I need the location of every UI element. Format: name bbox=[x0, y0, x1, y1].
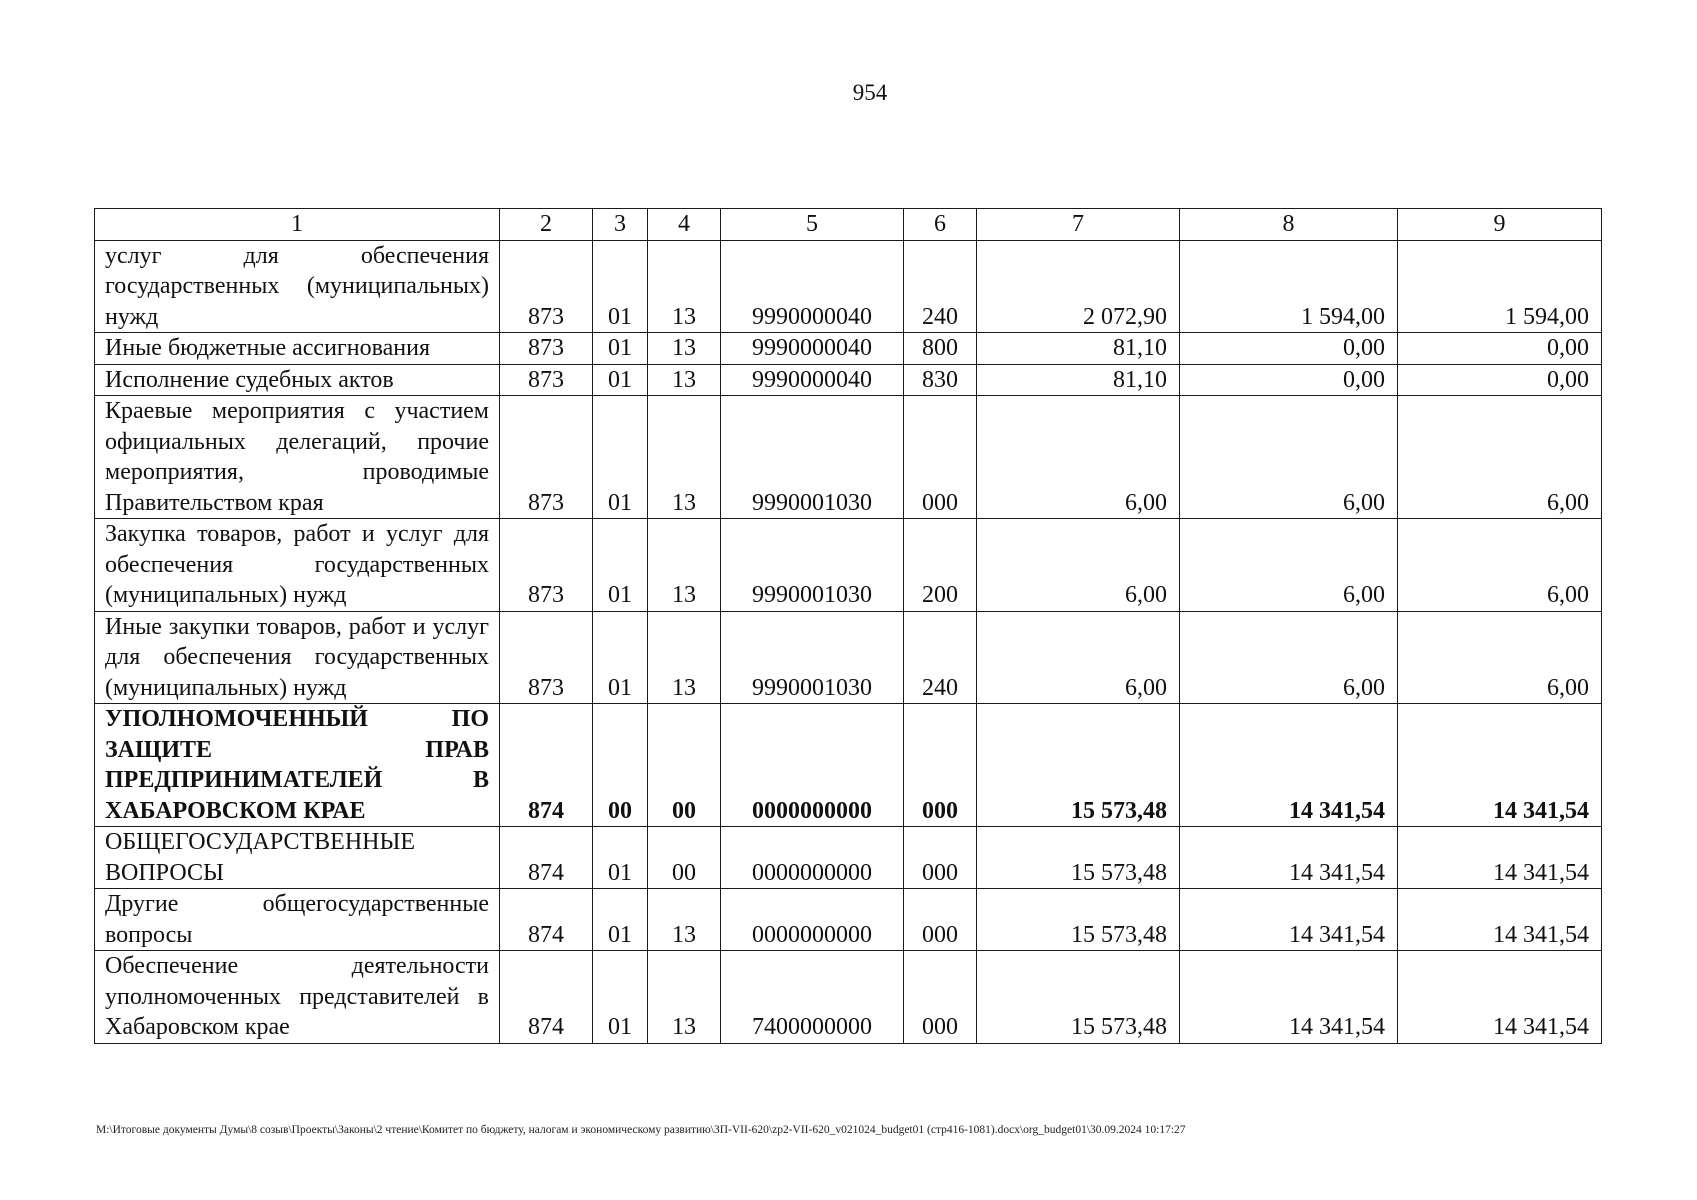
amount-9-cell: 14 341,54 bbox=[1398, 704, 1602, 827]
code-4-cell: 13 bbox=[648, 951, 721, 1044]
amount-7-cell: 15 573,48 bbox=[977, 889, 1180, 951]
column-header: 4 bbox=[648, 209, 721, 241]
table-row bbox=[95, 240, 1602, 333]
code-2-cell: 873 bbox=[500, 611, 593, 704]
amount-7-cell: 6,00 bbox=[977, 611, 1180, 704]
code-2-cell: 873 bbox=[500, 396, 593, 519]
amount-8-cell: 6,00 bbox=[1180, 396, 1398, 519]
row-name-cell: Закупка товаров, работ и услуг для обеспечения государственных (муниципальных) нужд bbox=[95, 519, 500, 612]
row-name-cell: ОБЩЕГОСУДАРСТВЕННЫЕ ВОПРОСЫ bbox=[95, 827, 500, 889]
row-name-cell: УПОЛНОМОЧЕННЫЙ ПО ЗАЩИТЕ ПРАВ ПРЕДПРИНИМАТЕЛЕЙ В ХАБАРОВСКОМ КРАЕ bbox=[95, 704, 500, 827]
column-header: 9 bbox=[1398, 209, 1602, 241]
amount-7-cell: 15 573,48 bbox=[977, 951, 1180, 1044]
budget-table bbox=[94, 208, 1602, 1044]
code-3-cell: 01 bbox=[593, 827, 648, 889]
code-6-cell: 240 bbox=[904, 240, 977, 333]
amount-8-cell: 1 594,00 bbox=[1180, 240, 1398, 333]
amount-7-cell: 15 573,48 bbox=[977, 704, 1180, 827]
row-name-cell: Краевые мероприятия с участием официальных делегаций, прочие мероприятия, проводимые Правительством края bbox=[95, 396, 500, 519]
column-header: 3 bbox=[593, 209, 648, 241]
table-row bbox=[95, 827, 1602, 889]
code-2-cell: 874 bbox=[500, 704, 593, 827]
amount-7-cell: 6,00 bbox=[977, 396, 1180, 519]
amount-7-cell: 2 072,90 bbox=[977, 240, 1180, 333]
code-6-cell: 000 bbox=[904, 704, 977, 827]
table-header-row bbox=[95, 209, 1602, 241]
code-3-cell: 01 bbox=[593, 889, 648, 951]
code-4-cell: 13 bbox=[648, 333, 721, 365]
code-3-cell: 01 bbox=[593, 611, 648, 704]
code-3-cell: 00 bbox=[593, 704, 648, 827]
code-6-cell: 240 bbox=[904, 611, 977, 704]
code-2-cell: 874 bbox=[500, 889, 593, 951]
code-3-cell: 01 bbox=[593, 364, 648, 396]
amount-7-cell: 6,00 bbox=[977, 519, 1180, 612]
row-name-cell: Иные бюджетные ассигнования bbox=[95, 333, 500, 365]
table-row bbox=[95, 396, 1602, 519]
table-row bbox=[95, 611, 1602, 704]
table-row bbox=[95, 333, 1602, 365]
amount-9-cell: 1 594,00 bbox=[1398, 240, 1602, 333]
amount-9-cell: 6,00 bbox=[1398, 396, 1602, 519]
code-5-cell: 0000000000 bbox=[721, 827, 904, 889]
amount-9-cell: 14 341,54 bbox=[1398, 951, 1602, 1044]
amount-8-cell: 0,00 bbox=[1180, 333, 1398, 365]
code-2-cell: 873 bbox=[500, 240, 593, 333]
table-row bbox=[95, 889, 1602, 951]
amount-8-cell: 14 341,54 bbox=[1180, 951, 1398, 1044]
code-3-cell: 01 bbox=[593, 333, 648, 365]
amount-7-cell: 15 573,48 bbox=[977, 827, 1180, 889]
code-6-cell: 200 bbox=[904, 519, 977, 612]
table-row bbox=[95, 519, 1602, 612]
amount-9-cell: 0,00 bbox=[1398, 333, 1602, 365]
column-header: 7 bbox=[977, 209, 1180, 241]
amount-8-cell: 6,00 bbox=[1180, 611, 1398, 704]
code-4-cell: 00 bbox=[648, 827, 721, 889]
code-6-cell: 000 bbox=[904, 827, 977, 889]
table-row bbox=[95, 704, 1602, 827]
table-row bbox=[95, 364, 1602, 396]
code-5-cell: 9990000040 bbox=[721, 240, 904, 333]
amount-8-cell: 0,00 bbox=[1180, 364, 1398, 396]
column-header: 6 bbox=[904, 209, 977, 241]
code-4-cell: 13 bbox=[648, 611, 721, 704]
code-6-cell: 830 bbox=[904, 364, 977, 396]
amount-9-cell: 6,00 bbox=[1398, 519, 1602, 612]
code-5-cell: 0000000000 bbox=[721, 889, 904, 951]
amount-9-cell: 0,00 bbox=[1398, 364, 1602, 396]
column-header: 5 bbox=[721, 209, 904, 241]
code-4-cell: 13 bbox=[648, 240, 721, 333]
row-name-cell: Исполнение судебных актов bbox=[95, 364, 500, 396]
amount-9-cell: 14 341,54 bbox=[1398, 889, 1602, 951]
code-2-cell: 874 bbox=[500, 951, 593, 1044]
code-4-cell: 13 bbox=[648, 396, 721, 519]
code-3-cell: 01 bbox=[593, 951, 648, 1044]
code-5-cell: 9990001030 bbox=[721, 519, 904, 612]
code-2-cell: 873 bbox=[500, 333, 593, 365]
code-5-cell: 9990000040 bbox=[721, 333, 904, 365]
code-3-cell: 01 bbox=[593, 240, 648, 333]
amount-8-cell: 14 341,54 bbox=[1180, 889, 1398, 951]
code-5-cell: 7400000000 bbox=[721, 951, 904, 1044]
code-3-cell: 01 bbox=[593, 519, 648, 612]
amount-8-cell: 14 341,54 bbox=[1180, 704, 1398, 827]
code-5-cell: 0000000000 bbox=[721, 704, 904, 827]
footer-file-path: M:\Итоговые документы Думы\8 созыв\Проекты\Законы\2 чтение\Комитет по бюджету, налогам и экономическому развитию\ЗП-VII-620\zp2-VII-620_v021024_budget01 (стр416-1081).docx\org_budget01\30.09.2024 10:17:27 bbox=[96, 1124, 1186, 1136]
code-2-cell: 874 bbox=[500, 827, 593, 889]
amount-7-cell: 81,10 bbox=[977, 364, 1180, 396]
code-2-cell: 873 bbox=[500, 519, 593, 612]
code-2-cell: 873 bbox=[500, 364, 593, 396]
code-5-cell: 9990001030 bbox=[721, 611, 904, 704]
code-4-cell: 00 bbox=[648, 704, 721, 827]
column-header: 1 bbox=[95, 209, 500, 241]
amount-8-cell: 14 341,54 bbox=[1180, 827, 1398, 889]
code-6-cell: 000 bbox=[904, 951, 977, 1044]
amount-7-cell: 81,10 bbox=[977, 333, 1180, 365]
row-name-cell: Иные закупки товаров, работ и услуг для обеспечения государственных (муниципальных) нужд bbox=[95, 611, 500, 704]
row-name-cell: Обеспечение деятельности уполномоченных представителей в Хабаровском крае bbox=[95, 951, 500, 1044]
code-6-cell: 000 bbox=[904, 396, 977, 519]
column-header: 8 bbox=[1180, 209, 1398, 241]
page-number: 954 bbox=[852, 80, 888, 105]
amount-9-cell: 6,00 bbox=[1398, 611, 1602, 704]
row-name-cell: Другие общегосударственные вопросы bbox=[95, 889, 500, 951]
code-6-cell: 000 bbox=[904, 889, 977, 951]
amount-9-cell: 14 341,54 bbox=[1398, 827, 1602, 889]
table-row bbox=[95, 951, 1602, 1044]
code-4-cell: 13 bbox=[648, 889, 721, 951]
column-header: 2 bbox=[500, 209, 593, 241]
amount-8-cell: 6,00 bbox=[1180, 519, 1398, 612]
code-5-cell: 9990001030 bbox=[721, 396, 904, 519]
code-5-cell: 9990000040 bbox=[721, 364, 904, 396]
code-3-cell: 01 bbox=[593, 396, 648, 519]
code-4-cell: 13 bbox=[648, 364, 721, 396]
code-4-cell: 13 bbox=[648, 519, 721, 612]
row-name-cell: услуг для обеспечения государственных (муниципальных) нужд bbox=[95, 240, 500, 333]
code-6-cell: 800 bbox=[904, 333, 977, 365]
